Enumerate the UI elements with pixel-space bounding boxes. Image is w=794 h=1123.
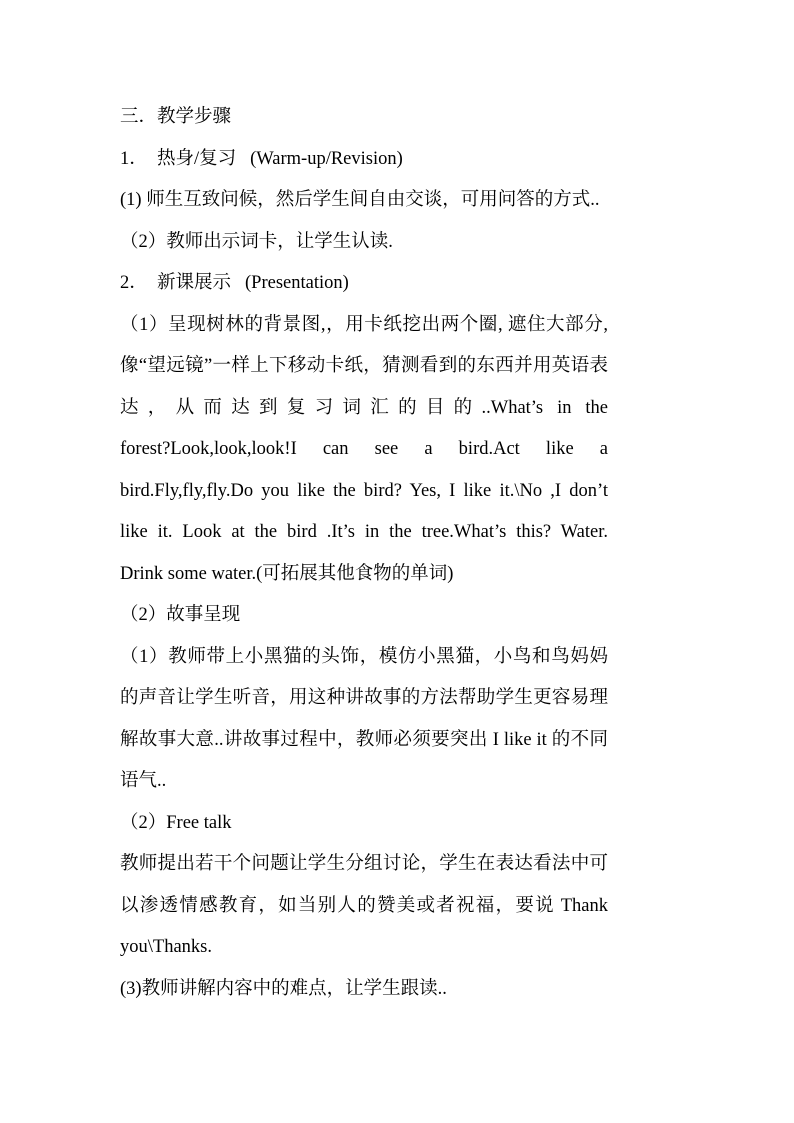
step-title: 热身/复习 <box>157 148 237 169</box>
text-line: bird.Fly,fly,fly.Do you like the bird? Yes, I like it.\No ,I don’t <box>120 480 608 501</box>
text-line: (3)教师讲解内容中的难点，让学生跟读.. <box>120 978 447 999</box>
text-line: （1）教师带上小黑猫的头饰，模仿小黑猫，小鸟和鸟妈妈 <box>120 646 608 667</box>
text-line: 以渗透情感教育，如当别人的赞美或者祝福，要说 Thank <box>120 895 608 916</box>
subsection-heading: （2）Free talk <box>120 812 232 833</box>
text-line: you\Thanks. <box>120 937 212 957</box>
text-line: (1) 师生互致问候，然后学生间自由交谈，可用问答的方式.. <box>120 190 600 210</box>
text-line: like it. Look at the bird .It’s in the tree.What’s this? Water. <box>120 522 608 542</box>
step-heading-warmup <box>120 139 608 181</box>
text-line: 像“望远镜”一样上下移动卡纸，猜测看到的东西并用英语表 <box>120 356 608 376</box>
text-line: 解故事大意..讲故事过程中，教师必须要突出 I like it 的不同 <box>120 729 608 750</box>
text-line: 的声音让学生听音，用这种讲故事的方法帮助学生更容易理 <box>120 688 608 708</box>
step-title: 新课展示 <box>157 273 232 293</box>
step-number: 2． <box>120 273 148 293</box>
step-subtitle: (Warm-up/Revision) <box>250 148 403 169</box>
text-line: 语气.. <box>120 771 167 791</box>
section-heading <box>120 97 608 139</box>
text-line: 达，从而达到复习词汇的目的..What’s in the <box>120 397 608 418</box>
section-number: 三． <box>120 107 158 127</box>
section-title: 教学步骤 <box>157 107 232 127</box>
document-body <box>120 97 608 1010</box>
step-number: 1． <box>120 148 148 169</box>
text-line: forest?Look,look,look!I can see a bird.Act like a <box>120 439 608 459</box>
step-subtitle: (Presentation) <box>245 273 349 293</box>
text-line: （1）呈现树林的背景图,，用卡纸挖出两个圈, 遮住大部分, <box>120 314 608 335</box>
text-line: Drink some water.(可拓展其他食物的单词) <box>120 563 454 584</box>
text-line: 教师提出若干个问题让学生分组讨论，学生在表达看法中可 <box>120 854 608 874</box>
text-line: （2）教师出示词卡，让学生认读. <box>120 231 393 252</box>
step-heading-presentation <box>120 263 608 305</box>
subsection-heading: （2）故事呈现 <box>120 605 241 625</box>
